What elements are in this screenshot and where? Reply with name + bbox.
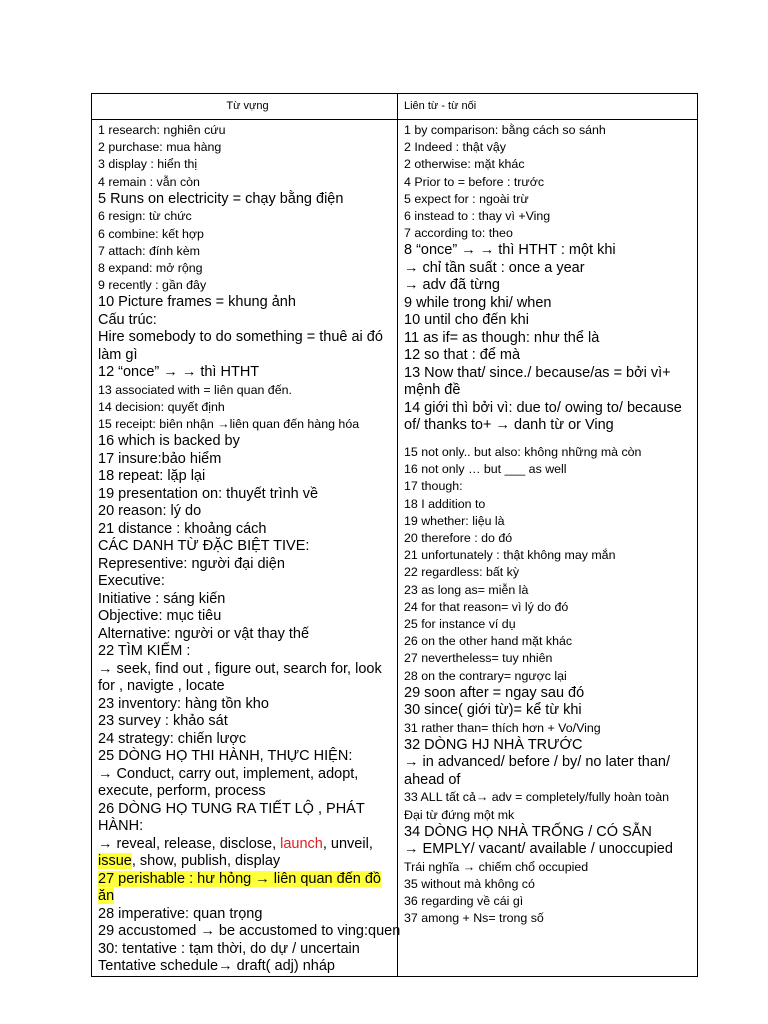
list-item: 24 for that reason= vì lý do đó <box>404 599 569 614</box>
list-item: 19 presentation on: thuyết trình về <box>98 485 319 502</box>
list-item: Tentative schedule→ draft( adj) nháp <box>98 958 335 975</box>
list-item: 28 on the contrary= ngược lại <box>404 668 567 683</box>
list-item: 20 reason: lý do <box>98 503 202 520</box>
list-text: , show, publish, display <box>131 853 281 870</box>
conjunctions-list <box>404 120 697 928</box>
list-item: 13 Now that/ since./ because/as = bởi vì+ mệnh đề <box>404 364 671 399</box>
list-item: 25 for instance ví dụ <box>404 616 516 631</box>
table-header-row <box>92 94 698 120</box>
list-item: 18 I addition to <box>404 496 486 511</box>
list-item: 5 Runs on electricity = chạy bằng điện <box>98 190 344 207</box>
list-item: 12 so that : để mà <box>404 347 521 364</box>
list-text: , unveil, <box>322 835 373 852</box>
list-item: 14 decision: quyết định <box>98 400 225 415</box>
list-item: 3 display : hiển thị <box>98 157 198 172</box>
list-item: 22 regardless: bất kỳ <box>404 565 520 580</box>
list-item: Hire somebody to do something = thuê ai đó làm gì <box>98 329 383 363</box>
list-item: Executive: <box>98 573 165 590</box>
list-item: 26 DÒNG HỌ TUNG RA TIẾT LỘ , PHÁT HÀNH: <box>98 800 365 835</box>
list-item: CÁC DANH TỪ ĐẶC BIỆT TIVE: <box>98 538 310 555</box>
list-item: Initiative : sáng kiến <box>98 590 226 607</box>
list-item: 8 “once” → → thì HTHT : một khi <box>404 242 616 259</box>
list-item: 14 giới thì bởi vì: due to/ owing to/ because of/ thanks to+ → danh từ or Ving <box>404 399 682 434</box>
list-item: 15 not only.. but also: không những mà còn <box>404 444 642 459</box>
header-conjunctions: Liên từ - từ nối <box>398 94 698 120</box>
list-item: 37 among + Ns= trong số <box>404 911 544 926</box>
list-item: 6 combine: kết hợp <box>98 226 204 241</box>
list-item: 23 inventory: hàng tồn kho <box>98 695 269 712</box>
list-item: 22 TÌM KIẾM : <box>98 643 191 660</box>
list-item: 10 Picture frames = khung ảnh <box>98 294 296 311</box>
list-item: 17 though: <box>404 479 463 494</box>
list-item: → seek, find out , figure out, search for, look for , navigte , locate <box>98 660 382 695</box>
list-item: 33 ALL tất cả→ adv = completely/fully hoàn toàn <box>404 790 670 805</box>
list-item: 30 since( giới từ)= kể từ khi <box>404 702 582 719</box>
list-item: 4 Prior to = before : trước <box>404 174 545 189</box>
list-item: 16 not only … but ___ as well <box>404 462 567 477</box>
list-item: → EMPLY/ vacant/ available / unoccupied <box>404 841 673 858</box>
list-item: Objective: mục tiêu <box>98 608 222 625</box>
list-item: 34 DÒNG HỌ NHÀ TRỐNG / CÓ SẴN <box>404 823 652 840</box>
highlighted-term: 27 perishable : hư hỏng → liên quan đến đồ ăn <box>98 870 381 905</box>
list-item: → adv đã từng <box>404 277 500 294</box>
list-item: → in advanced/ before / by/ no later than/ ahead of <box>404 754 670 788</box>
list-item: 15 receipt: biên nhận →liên quan đến hàng hóa <box>98 417 360 432</box>
list-item: 2 purchase: mua hàng <box>98 140 222 155</box>
list-item: 17 insure:bảo hiểm <box>98 450 222 467</box>
list-item: 24 strategy: chiến lược <box>98 730 247 747</box>
list-item: 18 repeat: lặp lại <box>98 468 206 485</box>
list-item: 5 expect for : ngoài trừ <box>404 191 529 206</box>
list-item: 27 nevertheless= tuy nhiên <box>404 651 553 666</box>
list-item: 1 by comparison: bằng cách so sánh <box>404 123 606 137</box>
list-item: 19 whether: liệu là <box>404 513 505 528</box>
list-item: 36 regarding về cái gì <box>404 894 524 909</box>
list-item: 21 distance : khoảng cách <box>98 520 267 537</box>
list-item: 32 DÒNG HJ NHÀ TRƯỚC <box>404 736 583 753</box>
list-item: 11 as if= as though: như thể là <box>404 329 600 346</box>
list-item: 4 remain : vẫn còn <box>98 174 200 189</box>
list-item: 29 accustomed → be accustomed to ving:quen <box>98 923 401 940</box>
list-item: 16 which is backed by <box>98 433 240 450</box>
list-item: → Conduct, carry out, implement, adopt, execute, perform, process <box>98 765 359 800</box>
list-item: 6 instead to : thay vì +Ving <box>404 209 551 224</box>
list-item: → chỉ tần suất : once a year <box>404 259 585 276</box>
list-item: 20 therefore : do đó <box>404 530 513 545</box>
red-term: launch <box>280 835 323 852</box>
list-item: 13 associated with = liên quan đến. <box>98 382 292 397</box>
vocabulary-list <box>98 120 401 976</box>
list-item: 23 survey : khảo sát <box>98 713 228 730</box>
list-item: 23 as long as= miễn là <box>404 582 529 597</box>
header-vocabulary: Từ vựng <box>92 94 398 120</box>
list-item: 12 “once” → → thì HTHT <box>98 364 260 381</box>
list-item: 7 according to: theo <box>404 226 513 241</box>
vocabulary-table <box>91 93 698 977</box>
list-item: Cấu trúc: <box>98 311 157 328</box>
list-item: 1 research: nghiên cứu <box>98 123 226 137</box>
list-item: Trái nghĩa → chiếm chổ occupied <box>404 859 589 874</box>
list-item: 2 Indeed : thật vậy <box>404 140 506 155</box>
list-item: 26 on the other hand mặt khác <box>404 634 573 649</box>
list-item: 25 DÒNG HỌ THI HÀNH, THỰC HIỆN: <box>98 748 353 765</box>
list-item: 10 until cho đến khi <box>404 312 529 329</box>
list-item <box>98 836 397 871</box>
list-item: Representive: người đại diện <box>98 555 285 572</box>
list-item: 21 unfortunately : thật không may mắn <box>404 548 616 563</box>
list-item: 28 imperative: quan trọng <box>98 905 263 922</box>
list-item: 35 without mà không có <box>404 877 535 892</box>
list-item: 31 rather than= thích hơn + Vo/Ving <box>404 720 601 735</box>
list-item: 30: tentative : tạm thời, do dự / uncertain <box>98 940 360 957</box>
vocabulary-column <box>92 120 401 977</box>
conjunctions-column <box>398 120 698 977</box>
list-item: 9 recently : gần đây <box>98 278 207 293</box>
list-item: 7 attach: đính kèm <box>98 243 200 258</box>
list-item: Alternative: người or vật thay thế <box>98 625 310 642</box>
table-body-row <box>92 120 698 977</box>
list-item: 29 soon after = ngay sau đó <box>404 684 585 701</box>
list-item: Đại từ đứng một mk <box>404 807 515 822</box>
highlighted-term: issue <box>98 853 132 870</box>
list-text: → reveal, release, disclose, <box>98 835 281 852</box>
list-item: 6 resign: từ chức <box>98 209 192 224</box>
list-item: 9 while trong khi/ when <box>404 294 552 311</box>
list-item: 2 otherwise: mặt khác <box>404 157 525 172</box>
list-item <box>98 871 397 906</box>
list-item: 8 expand: mở rộng <box>98 260 203 275</box>
